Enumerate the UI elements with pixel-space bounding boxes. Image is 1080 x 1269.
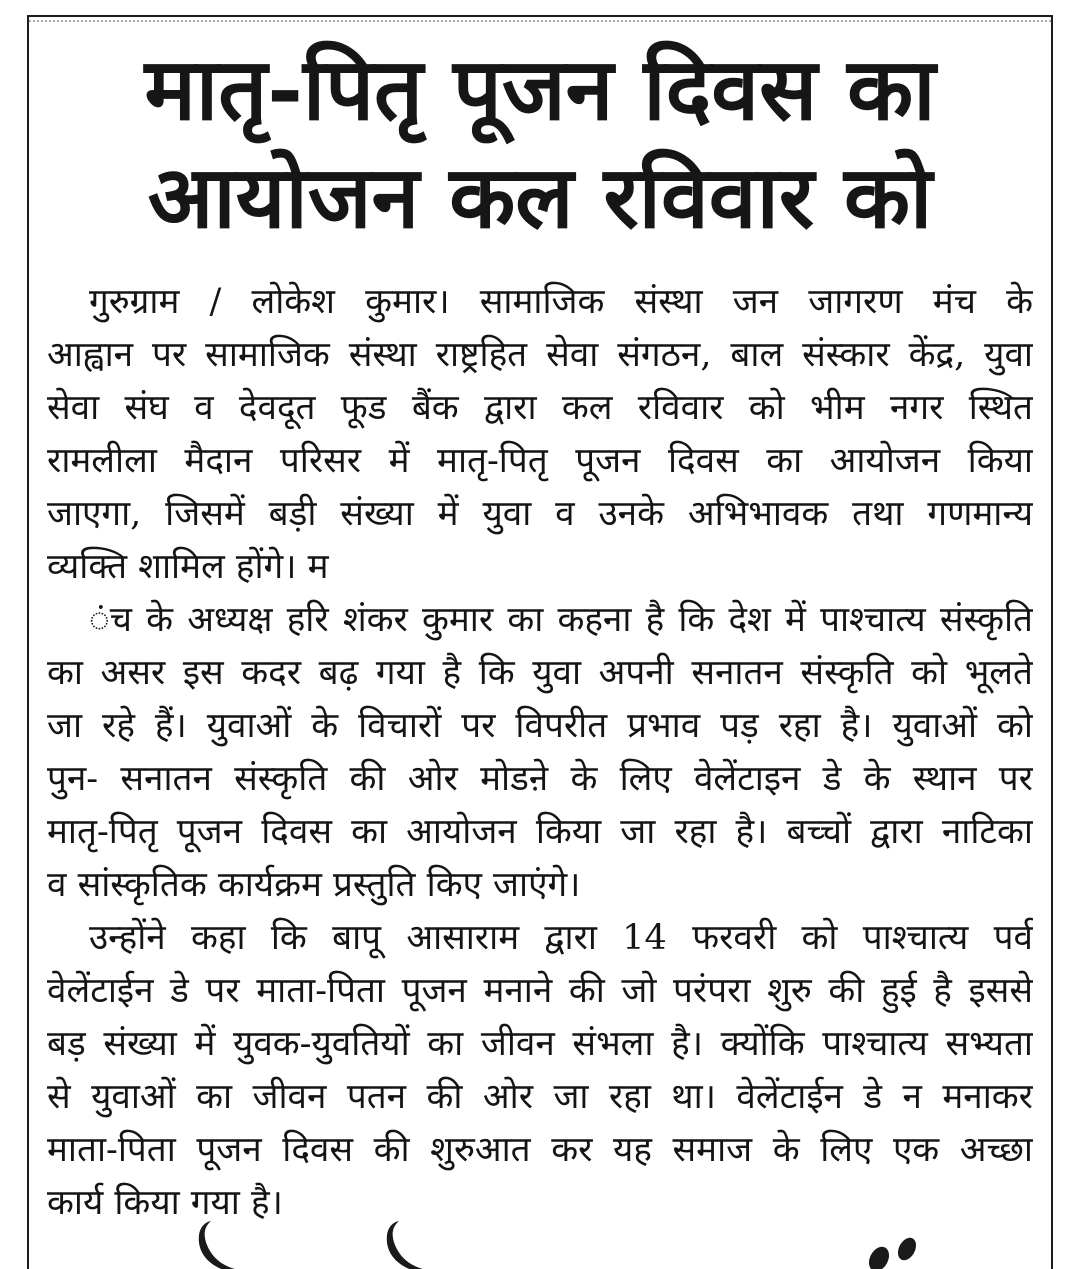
body-line: वेलेंटाईन डे पर माता-पिता पूजन मनाने की जो परंपरा शुरु की हुई है इससे xyxy=(47,971,1033,1011)
article-frame xyxy=(27,15,1053,1269)
body-line: जा रहे हैं। युवाओं के विचारों पर विपरीत प्रभाव पड़ रहा है। युवाओं को xyxy=(47,706,1033,746)
body-line: गुरुग्राम / लोकेश कुमार। सामाजिक संस्था जन जागरण मंच के xyxy=(89,282,1033,322)
headline-line-2: आयोजन कल रविवार को xyxy=(147,147,933,248)
body-line: से युवाओं का जीवन पतन की ओर जा रहा था। वेलेंटाईन डे न मनाकर xyxy=(47,1077,1033,1117)
body-line: माता-पिता पूजन दिवस की शुरुआत कर यह समाज के लिए एक अच्छा xyxy=(47,1130,1033,1170)
body-line: सेवा संघ व देवदूत फूड बैंक द्वारा कल रविवार को भीम नगर स्थित xyxy=(47,388,1033,428)
cropped-headline-glyph-hook xyxy=(377,1221,437,1269)
body-line: मातृ-पितृ पूजन दिवस का आयोजन किया जा रहा है। बच्चों द्वारा नाटिका xyxy=(47,812,1033,852)
cropped-headline-glyph-hook xyxy=(189,1221,249,1269)
body-line: बड़ संख्या में युवक-युवतियों का जीवन संभला है। क्योंकि पाश्चात्य सभ्यता xyxy=(47,1024,1033,1064)
article-body xyxy=(47,276,1033,1230)
cropped-next-headline xyxy=(29,1221,1051,1269)
body-line: जाएगा, जिसमें बड़ी संख्या में युवा व उनके अभिभावक तथा गणमान्य xyxy=(47,494,1033,534)
body-line: व्यक्ति शामिल होंगे। म xyxy=(47,547,329,587)
article-headline xyxy=(39,36,1041,252)
body-line: का असर इस कदर बढ़ गया है कि युवा अपनी सनातन संस्कृति को भूलते xyxy=(47,653,1033,693)
headline-line-1: मातृ-पितृ पूजन दिवस का xyxy=(144,39,936,140)
body-line: उन्होंने कहा कि बापू आसाराम द्वारा 14 फरवरी को पाश्चात्य पर्व xyxy=(89,918,1033,958)
body-line: पुन- सनातन संस्कृति की ओर मोडऩे के लिए वेलेंटाइन डे के स्थान पर xyxy=(47,759,1033,799)
dotted-separator-rule xyxy=(29,20,1051,22)
body-line: रामलीला मैदान परिसर में मातृ-पितृ पूजन दिवस का आयोजन किया xyxy=(47,441,1033,481)
cropped-headline-glyph-matra-dots xyxy=(857,1233,937,1269)
body-line: आह्वान पर सामाजिक संस्था राष्ट्रहित सेवा संगठन, बाल संस्कार केंद्र, युवा xyxy=(47,335,1033,375)
body-line: व सांस्कृतिक कार्यक्रम प्रस्तुति किए जाएंगे। xyxy=(47,865,581,905)
body-line: ंच के अध्यक्ष हरि शंकर कुमार का कहना है कि देश में पाश्चात्य संस्कृति xyxy=(89,600,1033,640)
body-line: कार्य किया गया है। xyxy=(47,1183,283,1223)
